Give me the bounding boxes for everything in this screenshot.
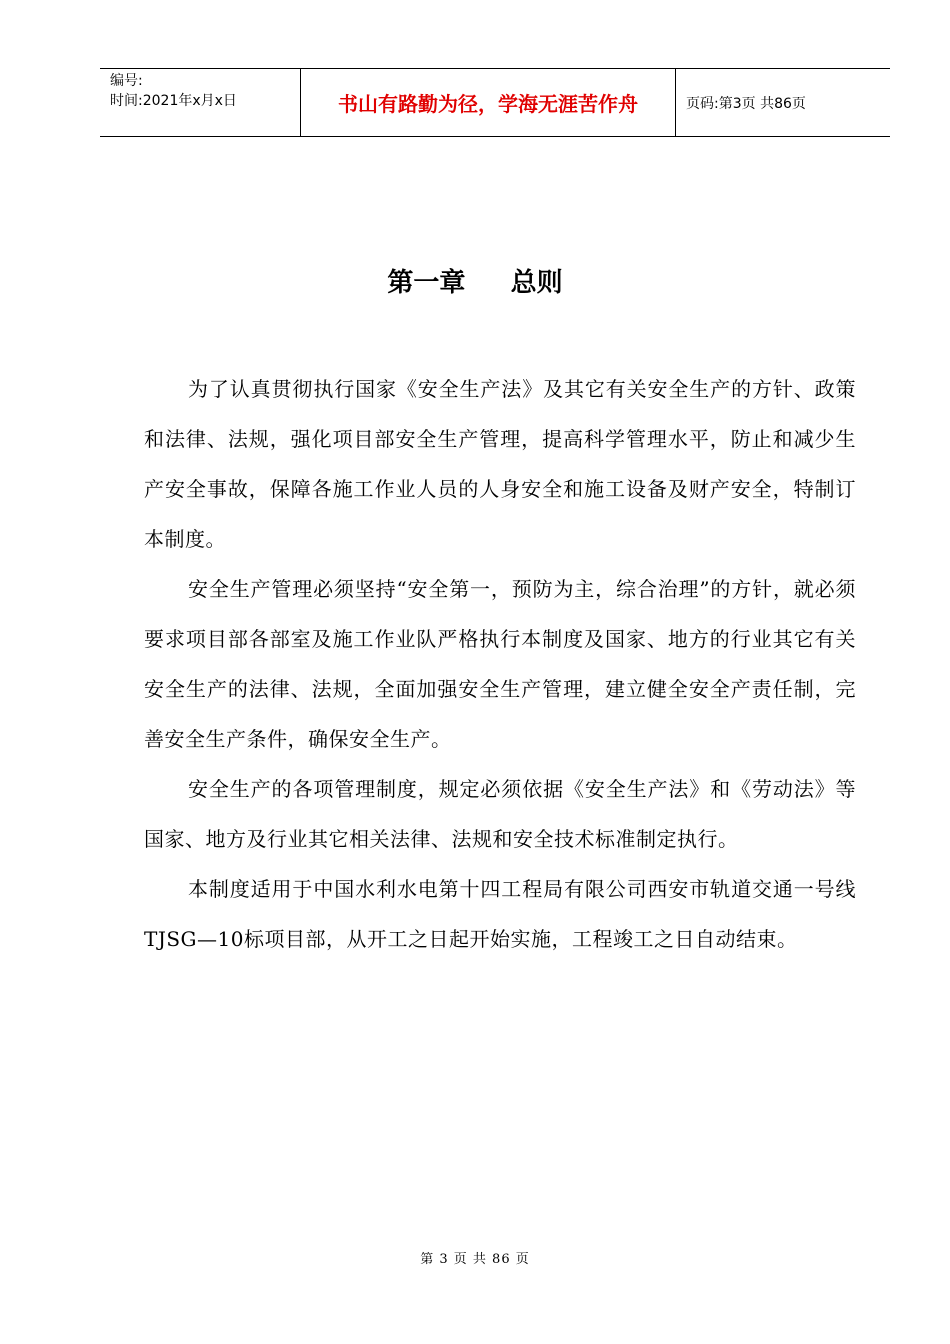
- header-meta: [100, 69, 301, 136]
- chapter-title: 第一章 总则: [387, 268, 563, 298]
- document-body: [144, 364, 856, 964]
- page-header: [100, 68, 890, 137]
- paragraph-4: 本制度适用于中国水利水电第十四工程局有限公司西安市轨道交通一号线TJSG—10标项目部，从开工之日起开始实施，工程竣工之日自动结束。: [144, 877, 856, 951]
- paragraph-3: 安全生产的各项管理制度，规定必须依据《安全生产法》和《劳动法》等国家、地方及行业其它相关法律、法规和安全技术标准制定执行。: [144, 777, 856, 851]
- paragraph-1: 为了认真贯彻执行国家《安全生产法》及其它有关安全生产的方针、政策和法律、法规，强化项目部安全生产管理，提高科学管理水平，防止和减少生产安全事故，保障各施工作业人员的人身安全和施工设备及财产安全，特制订本制度。: [144, 377, 856, 551]
- header-motto: 书山有路勤为径，学海无涯苦作舟: [301, 69, 676, 136]
- doc-code-label: 编号:: [110, 73, 143, 89]
- header-page-number: 页码:第3页 共86页: [686, 95, 806, 112]
- paragraph-2: 安全生产管理必须坚持“安全第一，预防为主，综合治理”的方针，就必须要求项目部各部室及施工作业队严格执行本制度及国家、地方的行业其它有关安全生产的法律、法规，全面加强安全生产管理，建立健全安全产责任制，完善安全生产条件，确保安全生产。: [144, 577, 856, 751]
- doc-time-label: 时间:2021年x月x日: [110, 93, 237, 109]
- page-footer: 第 3 页 共 86 页: [420, 1252, 530, 1267]
